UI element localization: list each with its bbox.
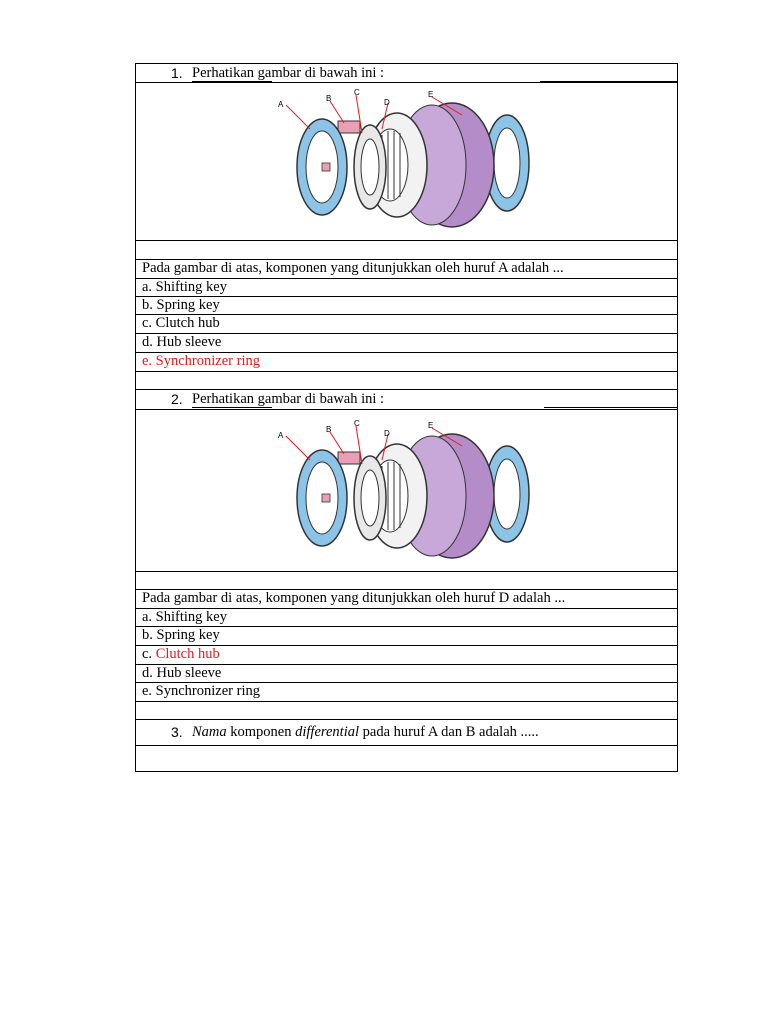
label-a: A (277, 100, 283, 109)
question-2-option-d[interactable]: d. Hub sleeve (135, 665, 678, 683)
question-1-figure (135, 83, 678, 241)
option-c-answer: Clutch hub (155, 646, 220, 662)
label-e: E (427, 90, 433, 99)
question-2-figure (135, 410, 678, 572)
label-b: B (325, 94, 331, 103)
question-1-option-c[interactable]: c. Clutch hub (135, 315, 678, 334)
question-2-text: Pada gambar di atas, komponen yang ditunjukkan oleh huruf D adalah ... (135, 590, 678, 609)
question-1-option-b[interactable]: b. Spring key (135, 297, 678, 315)
question-3-prompt (192, 724, 539, 741)
label-a: A (277, 431, 283, 440)
label-c: C (353, 88, 360, 97)
label-b: B (325, 425, 331, 434)
prompt-text-1: komponen (226, 724, 296, 740)
label-d: D (383, 98, 390, 107)
question-2-option-a[interactable]: a. Shifting key (135, 609, 678, 627)
shifting-key (338, 452, 360, 464)
underline (192, 81, 272, 82)
question-1-option-d[interactable]: d. Hub sleeve (135, 334, 678, 353)
spacer-row (135, 372, 678, 390)
label-d: D (383, 429, 390, 438)
question-3-answer-row[interactable] (135, 746, 678, 772)
question-2-prompt: Perhatikan gambar di bawah ini : (192, 391, 385, 407)
question-2-number: 2. (171, 391, 183, 407)
question-1-text: Pada gambar di atas, komponen yang ditunjukkan oleh huruf A adalah ... (135, 260, 678, 279)
prompt-italic-2: differential (295, 724, 360, 740)
label-c: C (353, 419, 360, 428)
label-e: E (427, 421, 433, 430)
underline (192, 407, 272, 408)
question-1-option-e-answer[interactable]: e. Synchronizer ring (135, 353, 678, 372)
option-c-prefix: c. (142, 646, 156, 662)
question-3-number: 3. (171, 724, 183, 740)
question-1-prompt: Perhatikan gambar di bawah ini : (192, 65, 385, 81)
question-2-option-e[interactable]: e. Synchronizer ring (135, 683, 678, 702)
quiz-table (135, 63, 678, 772)
shifting-key (338, 121, 360, 133)
question-2-option-b[interactable]: b. Spring key (135, 627, 678, 646)
spacer-row (135, 702, 678, 720)
question-1-header (135, 63, 678, 83)
prompt-text-2: pada huruf A dan B adalah ..... (359, 724, 539, 740)
spacer-row (135, 241, 678, 260)
question-1-option-a[interactable]: a. Shifting key (135, 279, 678, 297)
prompt-italic-1: Nama (192, 724, 227, 740)
question-3-header (135, 720, 678, 746)
question-2-header (135, 390, 678, 410)
answer-blank (544, 407, 677, 408)
answer-blank (540, 81, 677, 82)
spacer-row (135, 572, 678, 590)
synchronizer-diagram (272, 83, 542, 239)
question-1-number: 1. (171, 65, 183, 81)
question-2-option-c[interactable] (135, 646, 678, 665)
synchronizer-diagram (272, 410, 542, 570)
